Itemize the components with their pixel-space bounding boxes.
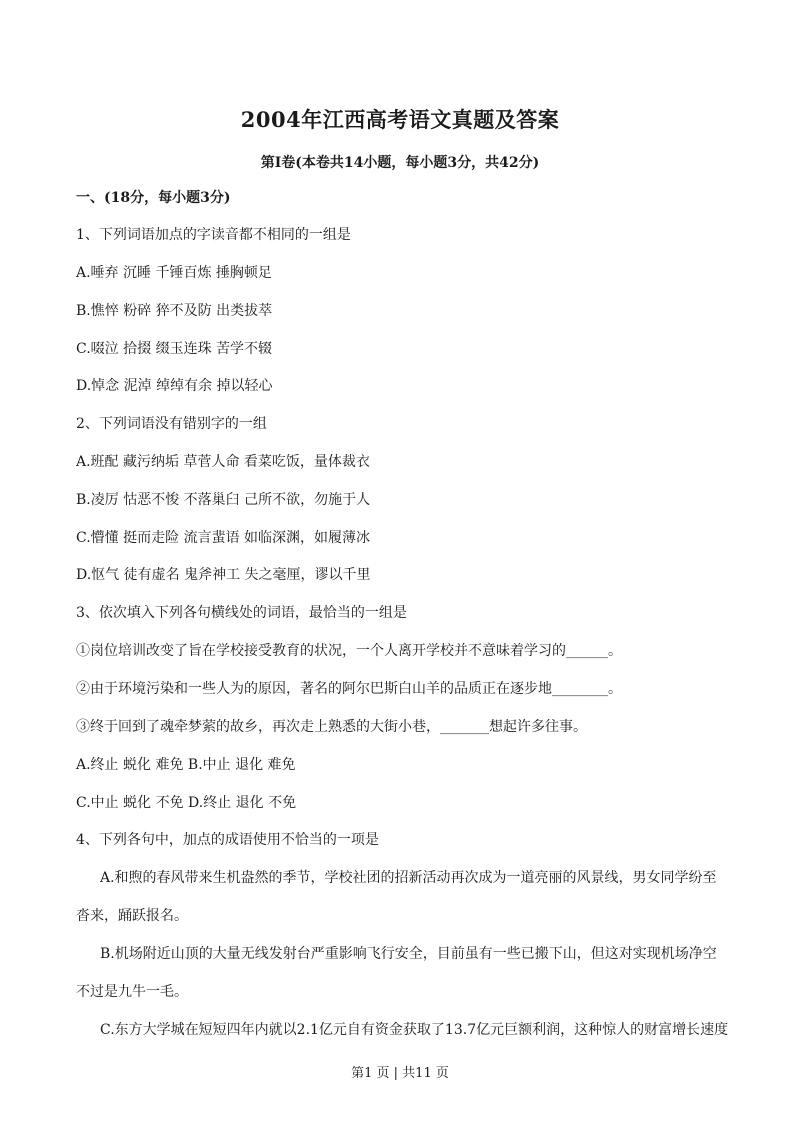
question-4-option-a-line-1: A.和煦的春风带来生机盎然的季节，学校社团的招新活动再次成为一道亮丽的风景线，男女同学纷至 [100,870,717,886]
question-1-option-a: A.唾弃 沉睡 千锤百炼 捶胸顿足 [76,265,272,281]
question-3-sentence-1: ①岗位培训改变了旨在学校接受教育的状况，一个人离开学校并不意味着学习的______。 [76,643,622,659]
question-3-stem: 3、依次填入下列各句横线处的词语，最恰当的一组是 [76,605,407,621]
question-1-stem: 1、下列词语加点的字读音都不相同的一组是 [76,227,351,243]
question-2-option-b: B.凌厉 怙恶不悛 不落巢臼 己所不欲，勿施于人 [76,492,371,508]
question-2-option-c: C.懵懂 挺而走险 流言蜚语 如临深渊，如履薄冰 [76,530,371,546]
question-4-option-a-line-2: 沓来，踊跃报名。 [76,908,188,924]
question-1-option-c: C.啜泣 拾掇 缀玉连珠 苦学不辍 [76,341,273,357]
document-title: 2004年江西高考语文真题及答案 [240,107,560,132]
question-1-option-d: D.悼念 泥淖 绰绰有余 掉以轻心 [76,378,273,394]
question-4-option-c-line-1: C.东方大学城在短短四年内就以2.1亿元自有资金获取了13.7亿元巨额利润，这种惊人的财富增长速度 [100,1022,729,1038]
question-4-option-b-line-1: B.机场附近山顶的大量无线发射台严重影响飞行安全，目前虽有一些已搬下山，但这对实现机场净空 [100,946,717,962]
question-2-option-d: D.怄气 徒有虚名 鬼斧神工 失之毫厘，谬以千里 [76,567,371,583]
question-2-option-a: A.班配 藏污纳垢 草菅人命 看菜吃饭，量体裁衣 [76,454,370,470]
question-3-options-ab: A.终止 蜕化 难免 B.中止 退化 难免 [76,757,296,773]
question-3-sentence-3: ③终于回到了魂牵梦萦的故乡，再次走上熟悉的大街小巷，_______想起许多往事。 [76,719,587,735]
question-4-stem: 4、下列各句中，加点的成语使用不恰当的一项是 [76,832,379,848]
question-4-option-b-line-2: 不过是九牛一毛。 [76,984,188,1000]
question-1-option-b: B.憔悴 粉碎 猝不及防 出类拔萃 [76,303,273,319]
question-3-sentence-2: ②由于环境污染和一些人为的原因，著名的阿尔巴斯白山羊的品质正在逐步地________。 [76,681,622,697]
page-footer: 第1 页 | 共11 页 [351,1066,449,1081]
section-heading: 一、(18分，每小题3分) [76,190,231,206]
question-2-stem: 2、下列词语没有错别字的一组 [76,416,267,432]
question-3-options-cd: C.中止 蜕化 不免 D.终止 退化 不免 [76,795,297,811]
document-subtitle: 第Ⅰ卷(本卷共14小题，每小题3分，共42分) [260,155,540,171]
